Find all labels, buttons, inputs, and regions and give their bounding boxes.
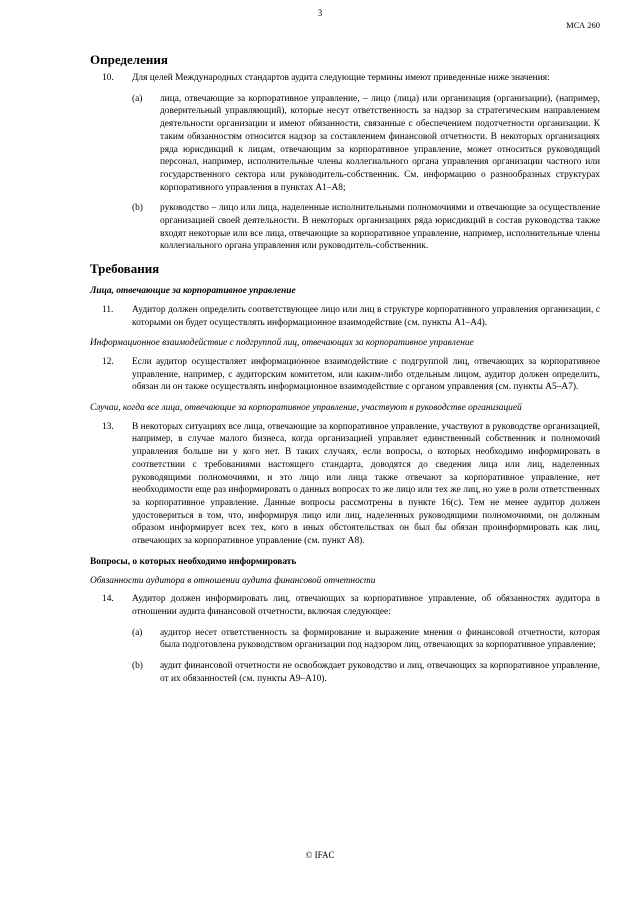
item-text: аудитор несет ответственность за формирование и выражение мнения о финансовой отчетности, которая была подготовлена руководством организации под надзором лиц, отвечающих за корпоративное управление; bbox=[160, 627, 600, 651]
standard-code: МСА 260 bbox=[566, 20, 600, 30]
paragraph-number: 14. bbox=[102, 594, 114, 605]
paragraph-10 bbox=[90, 72, 600, 85]
item-label: (a) bbox=[132, 627, 143, 638]
item-label: (b) bbox=[132, 203, 143, 214]
copyright-footer: © IFAC bbox=[305, 850, 335, 860]
paragraph-11 bbox=[90, 304, 600, 329]
responsibility-item-b bbox=[90, 660, 600, 685]
definitions-heading: Определения bbox=[90, 52, 168, 67]
paragraph-text: В некоторых ситуациях все лица, отвечающие за корпоративное управление, участвуют в руководстве организацией, например, в случае малого бизнеса, когда организацией управляет единственный собственник и полномочий управления больше ни у кого нет. В таких случаях, если вопросы, о которых необходимо информировать в соответствии с требованиями настоящего стандарта, доводятся до сведения лица или лиц, наделенных руководящими полномочиями, и это лицо или лица также отвечают за корпоративное управление, нет необходимости еще раз информировать о данных вопросах то же лицо или тех же лиц, но уже в роли ответственных за корпоративное управление. Данные вопросы рассмотрены в пункте 16(c). Тем не менее аудитор должен удостовериться в том, что, информируя лицо или лиц, наделенных руководящими полномочиями, он должным образом информирует всех тех, кого в иных обстоятельствах он был бы обязан проинформировать как лиц, отвечающих за корпоративное управление (см. пункт А8). bbox=[132, 421, 600, 547]
subheading-auditor-responsibilities: Обязанности аудитора в отношении аудита финансовой отчетности bbox=[90, 575, 376, 586]
paragraph-number: 11. bbox=[102, 304, 114, 315]
paragraph-text: Аудитор должен информировать лиц, отвечающих за корпоративное управление, об обязанностях аудитора в отношении аудита финансовой отчетности, включая следующее: bbox=[132, 594, 600, 617]
paragraph-text: Аудитор должен определить соответствующее лицо или лиц в структуре корпоративного управления организации, с которыми он будет осуществлять информационное взаимодействие (см. пункты А1–А4). bbox=[132, 304, 600, 328]
paragraph-number: 10. bbox=[102, 73, 114, 83]
item-text: лица, отвечающие за корпоративное управление, – лицо (лица) или организация (организации), (например, доверительный управляющий), которые несут ответственность за надзор за стратегическим направлением деятельности организации и имеют обязанности, связанные с обеспечением подотчетности организации. К таким обязанностям относится надзор за составлением финансовой отчетности. В некоторых организациях ряда юрисдикций к лицам, отвечающим за корпоративное управление, может относиться руководящий персонал, например, исполнительные члены коллегиального органа управления организации частного или государственного сектора или руководитель-собственник. См. информацию о разнообразных структурах корпоративного управления в пунктах А1–А8; bbox=[160, 93, 600, 193]
paragraph-text: Для целей Международных стандартов аудита следующие термины имеют приведенные ниже значения: bbox=[132, 73, 550, 83]
subheading-subgroup: Информационное взаимодействие с подгруппой лиц, отвечающих за корпоративное управление bbox=[90, 338, 474, 349]
paragraph-number: 12. bbox=[102, 356, 114, 367]
item-label: (a) bbox=[132, 93, 143, 104]
definition-item-a bbox=[90, 93, 600, 195]
document-body bbox=[90, 48, 600, 693]
paragraph-13 bbox=[90, 421, 600, 548]
paragraph-12 bbox=[90, 356, 600, 394]
paragraph-14 bbox=[90, 593, 600, 618]
paragraph-text: Если аудитор осуществляет информационное взаимодействие с подгруппой лиц, отвечающих за корпоративное управление, например, с аудиторским комитетом, или каким-либо отдельным лицом, аудитор должен определить, обязан ли он также осуществлять информационное взаимодействие с органом управления (см. пункты А5–А7). bbox=[132, 356, 600, 393]
requirements-heading: Требования bbox=[90, 261, 160, 277]
page-number: 3 bbox=[317, 8, 323, 18]
item-text: аудит финансовой отчетности не освобождает руководство и лиц, отвечающих за корпоративное управление, от их обязанностей (см. пункты А9–А10). bbox=[160, 661, 600, 684]
subheading-matters: Вопросы, о которых необходимо информировать bbox=[90, 556, 297, 567]
responsibility-item-a bbox=[90, 627, 600, 652]
definition-item-b bbox=[90, 202, 600, 253]
item-text: руководство – лицо или лица, наделенные исполнительными полномочиями и отвечающие за осуществление организацией своей деятельности. В некоторых организациях ряда юрисдикций в состав руководства также входят некоторые или все лица, отвечающие за корпоративное управление, например, исполнительные члены коллегиального органа управления или руководитель-собственник. bbox=[160, 203, 600, 252]
paragraph-number: 13. bbox=[102, 421, 114, 432]
subheading-all-involved: Случаи, когда все лица, отвечающие за корпоративное управление, участвуют в руководстве организацией bbox=[90, 403, 522, 414]
subheading-governance-persons: Лица, отвечающие за корпоративное управление bbox=[90, 286, 296, 297]
item-label: (b) bbox=[132, 661, 143, 672]
